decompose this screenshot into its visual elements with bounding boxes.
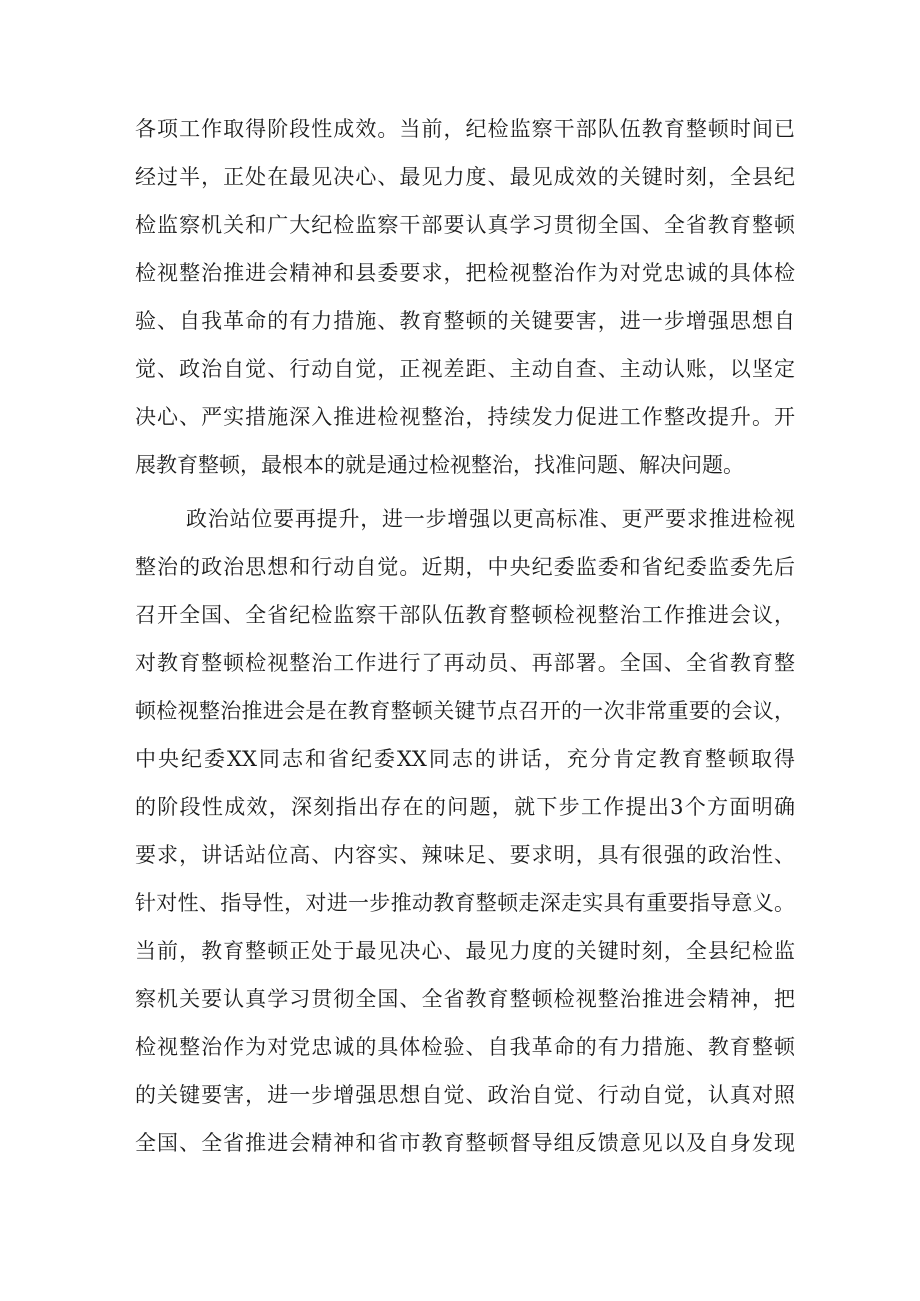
text-line: 顿检视整治推进会是在教育整顿关键节点召开的一次非常重要的会议， — [135, 699, 795, 723]
text-line: 针对性、指导性，对进一步推动教育整顿走深走实具有重要指导意义。 — [135, 891, 795, 915]
text-line: 的阶段性成效，深刻指出存在的问题，就下步工作提出3个方面明确 — [135, 795, 795, 819]
text-line: 对教育整顿检视整治工作进行了再动员、再部署。全国、全省教育整 — [135, 651, 795, 675]
text-line: 检视整治推进会精神和县委要求，把检视整治作为对党忠诚的具体检 — [135, 261, 795, 285]
text-line: 整治的政治思想和行动自觉。近期，中央纪委监委和省纪委监委先后 — [135, 555, 795, 579]
text-line: 政治站位要再提升，进一步增强以更高标准、更严要求推进检视 — [186, 507, 795, 531]
text-line: 察机关要认真学习贯彻全国、全省教育整顿检视整治推进会精神，把 — [135, 987, 795, 1011]
text-line: 展教育整顿，最根本的就是通过检视整治，找准问题、解决问题。 — [135, 453, 744, 477]
text-line: 决心、严实措施深入推进检视整治，持续发力促进工作整改提升。开 — [135, 405, 795, 429]
text-line: 检监察机关和广大纪检监察干部要认真学习贯彻全国、全省教育整顿 — [135, 213, 795, 237]
text-line: 各项工作取得阶段性成效。当前，纪检监察干部队伍教育整顿时间已 — [135, 117, 795, 141]
text-line: 中央纪委XX同志和省纪委XX同志的讲话，充分肯定教育整顿取得 — [135, 747, 795, 771]
text-line: 全国、全省推进会精神和省市教育整顿督导组反馈意见以及自身发现 — [135, 1131, 795, 1155]
text-line: 召开全国、全省纪检监察干部队伍教育整顿检视整治工作推进会议， — [135, 603, 795, 627]
text-line: 检视整治作为对党忠诚的具体检验、自我革命的有力措施、教育整顿 — [135, 1035, 795, 1059]
text-line: 的关键要害，进一步增强思想自觉、政治自觉、行动自觉，认真对照 — [135, 1083, 795, 1107]
text-line: 经过半，正处在最见决心、最见力度、最见成效的关键时刻，全县纪 — [135, 165, 795, 189]
text-line: 验、自我革命的有力措施、教育整顿的关键要害，进一步增强思想自 — [135, 309, 795, 333]
text-line: 觉、政治自觉、行动自觉，正视差距、主动自查、主动认账，以坚定 — [135, 357, 795, 381]
text-line: 要求，讲话站位高、内容实、辣味足、要求明，具有很强的政治性、 — [135, 843, 795, 867]
text-line: 当前，教育整顿正处于最见决心、最见力度的关键时刻，全县纪检监 — [135, 939, 795, 963]
